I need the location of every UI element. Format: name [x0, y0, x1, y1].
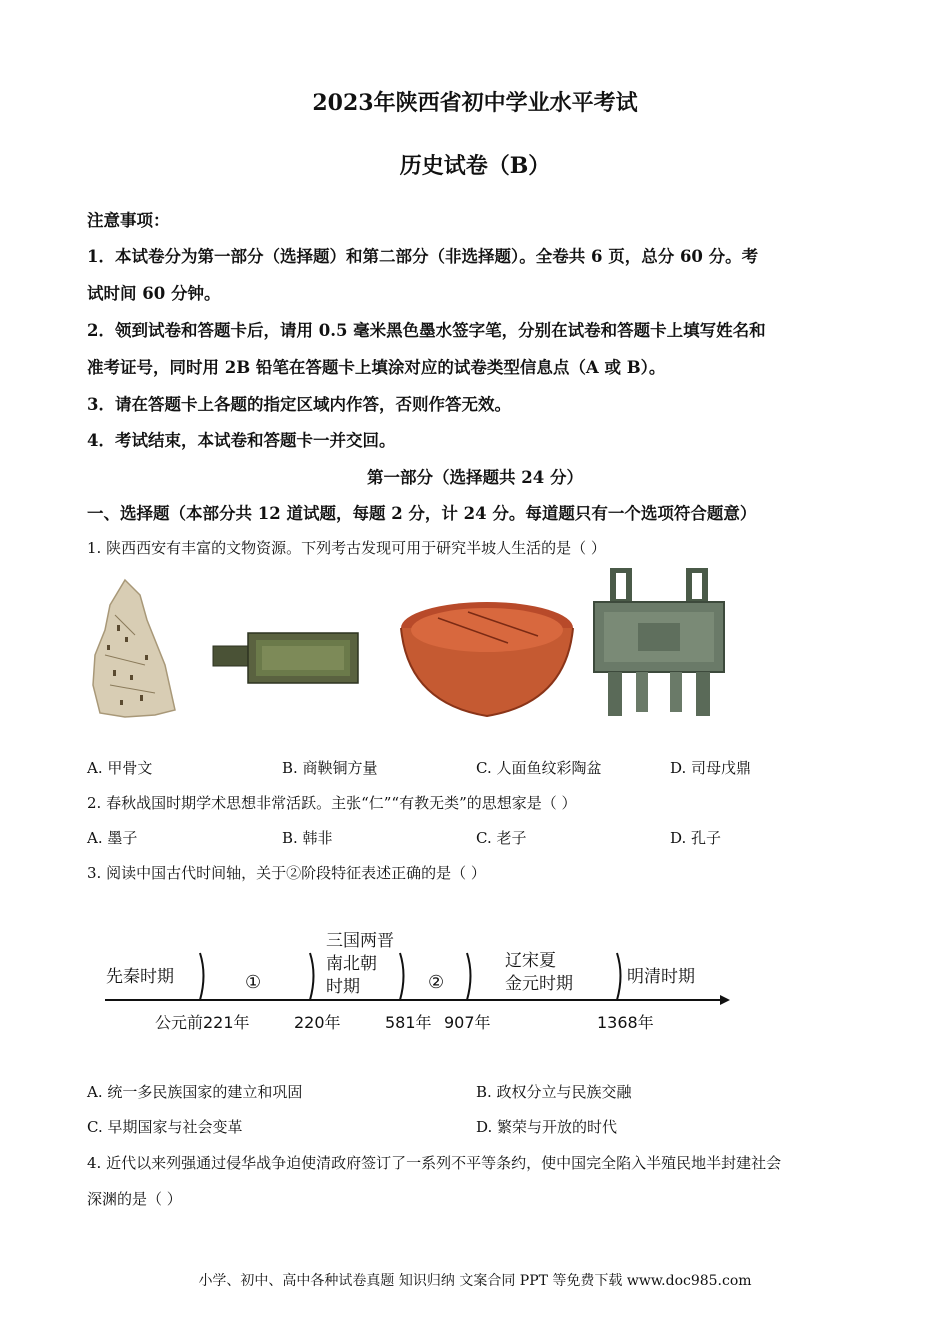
- timeline-date-581: 581年: [385, 1013, 432, 1032]
- q4-stem-cont: 深渊的是（ ）: [87, 1190, 182, 1208]
- q1-option-a[interactable]: A. 甲骨文: [87, 759, 153, 777]
- oracle-bone-image: [85, 575, 180, 720]
- q3-option-c[interactable]: C. 早期国家与社会变革: [87, 1118, 243, 1136]
- q3-stem: 3. 阅读中国古代时间轴，关于②阶段特征表述正确的是（ ）: [87, 864, 486, 882]
- notice-item-3: 3．请在答题卡上各题的指定区域内作答，否则作答无效。: [87, 395, 511, 414]
- q3-option-a[interactable]: A. 统一多民族国家的建立和巩固: [87, 1083, 303, 1101]
- timeline-stage-1: ①: [245, 972, 262, 993]
- q2-option-c[interactable]: C. 老子: [476, 829, 527, 847]
- timeline-divider-5: [617, 953, 621, 1000]
- timeline-period-three-kingdoms-l3: 时期: [326, 977, 360, 997]
- notice-item-2: 2．领到试卷和答题卡后，请用 0.5 毫米黑色墨水签字笔，分别在试卷和答题卡上填写姓名和: [87, 321, 766, 340]
- exam-title: 2023年陕西省初中学业水平考试: [312, 90, 638, 116]
- notice-item-4: 4．考试结束，本试卷和答题卡一并交回。: [87, 431, 396, 450]
- page-footer: 小学、初中、高中各种试卷真题 知识归纳 文案合同 PPT 等免费下载 www.doc985.com: [198, 1273, 752, 1289]
- q3-option-d[interactable]: D. 繁荣与开放的时代: [476, 1118, 618, 1136]
- timeline-period-liao-song-l1: 辽宋夏: [505, 951, 556, 971]
- timeline-date-220: 220年: [294, 1013, 341, 1032]
- exam-subtitle: 历史试卷（B）: [399, 153, 551, 179]
- timeline-divider-2: [310, 953, 314, 1000]
- q4-stem: 4. 近代以来列强通过侵华战争迫使清政府签订了一系列不平等条约，使中国完全陷入半殖民地半封建社会: [87, 1154, 782, 1172]
- timeline-period-three-kingdoms-l2: 南北朝: [326, 954, 377, 974]
- section-heading: 一、选择题（本部分共 12 道试题，每题 2 分，计 24 分。每道题只有一个选项符合题意）: [87, 504, 757, 523]
- q2-option-a[interactable]: A. 墨子: [87, 829, 138, 847]
- notice-item-2-cont: 准考证号，同时用 2B 铅笔在答题卡上填涂对应的试卷类型信息点（A 或 B）。: [87, 358, 666, 377]
- timeline-period-pre-qin: 先秦时期: [106, 967, 174, 987]
- timeline-divider-1: [200, 953, 204, 1000]
- timeline-period-three-kingdoms: [326, 930, 394, 999]
- notice-heading: 注意事项：: [87, 211, 170, 230]
- timeline-period-three-kingdoms-l1: 三国两晋: [326, 931, 394, 951]
- bronze-measure-image: [210, 628, 362, 688]
- timeline-period-ming-qing: 明清时期: [627, 967, 695, 987]
- timeline-date-1368: 1368年: [597, 1013, 654, 1032]
- q1-option-c[interactable]: C. 人面鱼纹彩陶盆: [476, 759, 602, 777]
- q2-stem: 2. 春秋战国时期学术思想非常活跃。主张“仁”“有教无类”的思想家是（ ）: [87, 794, 577, 812]
- timeline-period-liao-song-l2: 金元时期: [505, 974, 573, 994]
- q2-option-b[interactable]: B. 韩非: [282, 829, 333, 847]
- q2-option-d[interactable]: D. 孔子: [670, 829, 722, 847]
- timeline-stage-2: ②: [428, 972, 445, 993]
- timeline-arrow-icon: [720, 995, 730, 1005]
- notice-item-1-cont: 试时间 60 分钟。: [87, 284, 221, 303]
- q1-option-b[interactable]: B. 商鞅铜方量: [282, 759, 378, 777]
- q1-stem: 1. 陕西西安有丰富的文物资源。下列考古发现可用于研究半坡人生活的是（ ）: [87, 539, 606, 557]
- notice-item-1: 1．本试卷分为第一部分（选择题）和第二部分（非选择题）。全卷共 6 页，总分 60 分。考: [87, 247, 759, 266]
- timeline-date-221bc: 公元前221年: [155, 1013, 250, 1032]
- timeline-divider-4: [467, 953, 471, 1000]
- timeline-divider-3: [400, 953, 404, 1000]
- part1-heading: 第一部分（选择题共 24 分）: [367, 468, 583, 487]
- q3-option-b[interactable]: B. 政权分立与民族交融: [476, 1083, 632, 1101]
- timeline-period-liao-song: [505, 950, 573, 996]
- q1-option-d[interactable]: D. 司母戊鼎: [670, 759, 752, 777]
- simuwu-ding-image: [588, 568, 730, 720]
- painted-pottery-basin-image: [398, 598, 576, 720]
- timeline-date-907: 907年: [444, 1013, 491, 1032]
